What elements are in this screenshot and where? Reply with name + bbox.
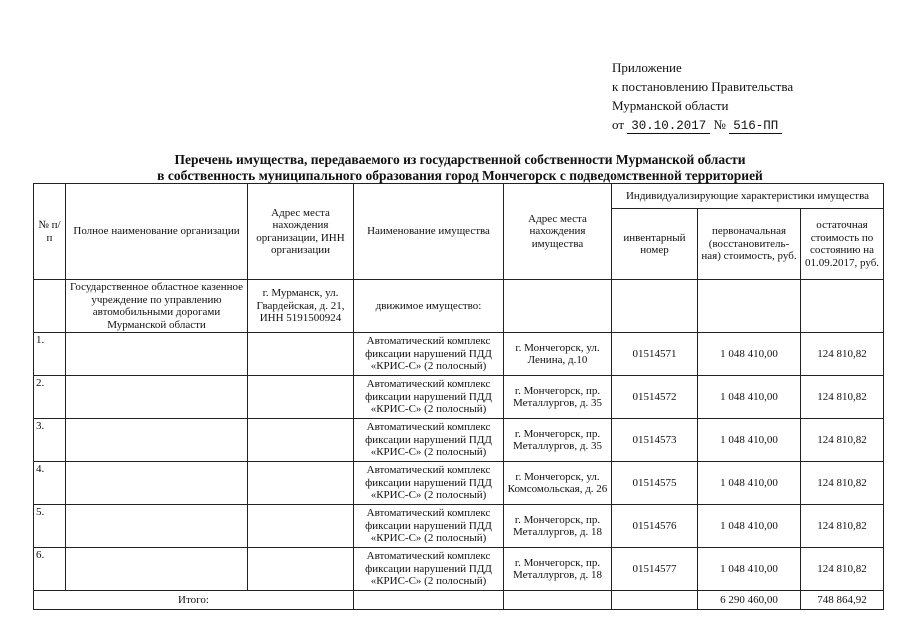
total-empty-3: [612, 591, 698, 610]
row-property-address: г. Мончегорск, пр. Металлургов, д. 18: [504, 505, 612, 548]
row-address-empty: [248, 505, 354, 548]
table-row: [34, 376, 884, 419]
row-residual-cost: 124 810,82: [801, 548, 884, 591]
org-row-num: [34, 280, 66, 333]
header-initial-cost: первоначальная (восстановитель-ная) стоимость, руб.: [698, 209, 801, 280]
row-initial-cost: 1 048 410,00: [698, 333, 801, 376]
row-property-address: г. Мончегорск, ул. Ленина, д.10: [504, 333, 612, 376]
row-property-address: г. Мончегорск, пр. Металлургов, д. 35: [504, 376, 612, 419]
row-inventory: 01514577: [612, 548, 698, 591]
table-row: [34, 419, 884, 462]
table-row: [34, 333, 884, 376]
total-initial-cost: 6 290 460,00: [698, 591, 801, 610]
row-inventory: 01514576: [612, 505, 698, 548]
total-empty-2: [504, 591, 612, 610]
row-residual-cost: 124 810,82: [801, 505, 884, 548]
row-num: 2.: [34, 376, 66, 419]
org-row-empty-3: [698, 280, 801, 333]
row-property-address: г. Мончегорск, пр. Металлургов, д. 35: [504, 419, 612, 462]
title-line-2: в собственность муниципального образования город Мончегорск с подведомственной территорией: [157, 168, 763, 183]
row-inventory: 01514575: [612, 462, 698, 505]
row-initial-cost: 1 048 410,00: [698, 548, 801, 591]
header-row-1: [34, 184, 884, 209]
row-residual-cost: 124 810,82: [801, 419, 884, 462]
row-property-address: г. Мончегорск, пр. Металлургов, д. 18: [504, 548, 612, 591]
row-num: 5.: [34, 505, 66, 548]
row-property-name: Автоматический комплекс фиксации нарушений ПДД «КРИС-С» (2 полосный): [354, 548, 504, 591]
appendix-line-1: Приложение: [612, 60, 682, 75]
row-inventory: 01514573: [612, 419, 698, 462]
row-initial-cost: 1 048 410,00: [698, 462, 801, 505]
row-residual-cost: 124 810,82: [801, 376, 884, 419]
header-property-name: Наименование имущества: [354, 184, 504, 280]
header-residual-cost: остаточная стоимость по состоянию на 01.09.2017, руб.: [801, 209, 884, 280]
row-org-empty: [66, 419, 248, 462]
row-org-empty: [66, 462, 248, 505]
from-label: от: [612, 117, 625, 132]
table-row: [34, 548, 884, 591]
row-inventory: 01514571: [612, 333, 698, 376]
row-residual-cost: 124 810,82: [801, 333, 884, 376]
header-org-address: Адрес места нахождения организации, ИНН организации: [248, 184, 354, 280]
total-label: Итого:: [34, 591, 354, 610]
row-org-empty: [66, 333, 248, 376]
row-num: 6.: [34, 548, 66, 591]
row-initial-cost: 1 048 410,00: [698, 419, 801, 462]
row-num: 4.: [34, 462, 66, 505]
total-row: [34, 591, 884, 610]
header-property-address: Адрес места нахождения имущества: [504, 184, 612, 280]
row-property-address: г. Мончегорск, ул. Комсомольская, д. 26: [504, 462, 612, 505]
org-row-empty-1: [504, 280, 612, 333]
org-row-empty-4: [801, 280, 884, 333]
org-row-empty-2: [612, 280, 698, 333]
total-residual-cost: 748 864,92: [801, 591, 884, 610]
appendix-line-3: Мурманской области: [612, 98, 729, 113]
row-property-name: Автоматический комплекс фиксации нарушений ПДД «КРИС-С» (2 полосный): [354, 376, 504, 419]
row-org-empty: [66, 548, 248, 591]
property-table: [33, 183, 884, 610]
header-characteristics-group: Индивидуализирующие характеристики имущества: [612, 184, 884, 209]
row-address-empty: [248, 376, 354, 419]
appendix-line-2: к постановлению Правительства: [612, 79, 794, 94]
header-num: № п/п: [34, 184, 66, 280]
number-label: №: [713, 117, 726, 132]
row-address-empty: [248, 462, 354, 505]
row-initial-cost: 1 048 410,00: [698, 505, 801, 548]
row-initial-cost: 1 048 410,00: [698, 376, 801, 419]
table-row: [34, 505, 884, 548]
table-row: [34, 462, 884, 505]
total-empty-1: [354, 591, 504, 610]
closing-divider: [392, 609, 512, 610]
appendix-date-line: [612, 115, 793, 136]
org-row-name: Государственное областное казенное учреждение по управлению автомобильными дорогами Мурманской области: [66, 280, 248, 333]
decree-number: 516-ПП: [729, 119, 782, 134]
row-num: 3.: [34, 419, 66, 462]
row-residual-cost: 124 810,82: [801, 462, 884, 505]
title-line-1: Перечень имущества, передаваемого из государственной собственности Мурманской области: [174, 152, 746, 167]
header-org-name: Полное наименование организации: [66, 184, 248, 280]
org-row-address: г. Мурманск, ул. Гвардейская, д. 21, ИНН 5191500924: [248, 280, 354, 333]
document-title: [60, 152, 860, 184]
row-inventory: 01514572: [612, 376, 698, 419]
row-property-name: Автоматический комплекс фиксации нарушений ПДД «КРИС-С» (2 полосный): [354, 419, 504, 462]
decree-date: 30.10.2017: [627, 119, 710, 134]
row-org-empty: [66, 376, 248, 419]
row-property-name: Автоматический комплекс фиксации нарушений ПДД «КРИС-С» (2 полосный): [354, 333, 504, 376]
header-inventory: инвентарный номер: [612, 209, 698, 280]
org-row-property-type: движимое имущество:: [354, 280, 504, 333]
row-address-empty: [248, 419, 354, 462]
row-address-empty: [248, 548, 354, 591]
org-row: [34, 280, 884, 333]
row-org-empty: [66, 505, 248, 548]
row-property-name: Автоматический комплекс фиксации нарушений ПДД «КРИС-С» (2 полосный): [354, 505, 504, 548]
row-property-name: Автоматический комплекс фиксации нарушений ПДД «КРИС-С» (2 полосный): [354, 462, 504, 505]
row-num: 1.: [34, 333, 66, 376]
appendix-block: [612, 58, 793, 136]
row-address-empty: [248, 333, 354, 376]
